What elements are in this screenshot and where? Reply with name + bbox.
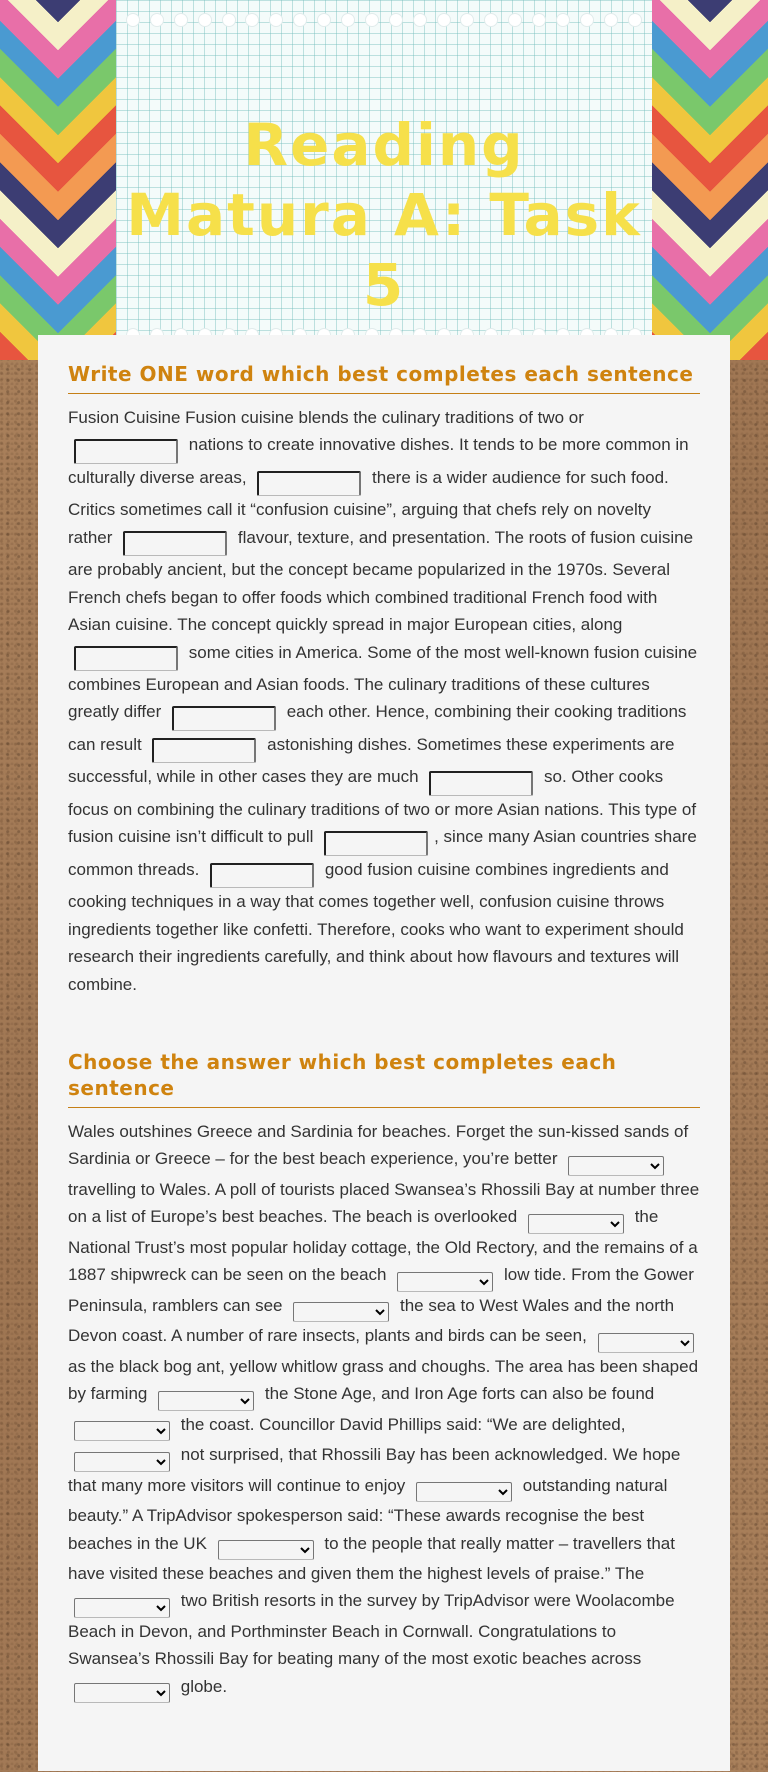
passage-fragment: Fusion Cuisine Fusion cuisine blends the culinary traditions of two or [68, 408, 584, 427]
blank-select-5[interactable] [598, 1333, 694, 1353]
blank-select-9[interactable] [416, 1482, 512, 1502]
section-wales-beaches [68, 1049, 700, 1703]
blank-input-3[interactable] [123, 531, 227, 556]
passage-fragment: the coast. Councillor David Phillips said: “We are delighted, [180, 1414, 626, 1434]
section-fusion-cuisine [68, 361, 700, 998]
passage-fragment: good fusion cuisine combines ingredients and cooking techniques in a way that comes together well, confusion cuisine throws ingredients together like confetti. Therefore, cooks who want to experiment should research their ingredients carefully, and think about how flavours and textures will combine. [68, 859, 684, 994]
blank-select-11[interactable] [74, 1598, 170, 1618]
chevron-pattern-left [0, 0, 116, 360]
blank-select-12[interactable] [74, 1683, 170, 1703]
blank-input-6[interactable] [152, 738, 256, 763]
passage-fragment: globe. [180, 1676, 228, 1696]
worksheet-card [38, 335, 730, 1771]
page-title: Reading Matura A: Task 5 [126, 111, 642, 319]
blank-select-3[interactable] [397, 1272, 493, 1292]
blank-select-4[interactable] [293, 1302, 389, 1322]
chevron-pattern-right [652, 0, 768, 360]
blank-select-2[interactable] [528, 1214, 624, 1234]
blank-input-5[interactable] [172, 706, 276, 731]
passage-fragment: not surprised, that Rhossili Bay has been acknowledged. We hope that many more visitors will continue to enjoy [68, 1445, 681, 1495]
passage-fragment: to the people that really matter – travellers that have visited these beaches and given them the highest levels of praise.” The [68, 1533, 675, 1584]
passage-fragment: astonishing dishes. Sometimes these experiments are successful, while in other cases they are much [68, 734, 675, 787]
passage-fragment: , since many Asian countries share common threads. [68, 827, 697, 879]
blank-input-9[interactable] [210, 863, 314, 888]
section-heading: Choose the answer which best completes each sentence [68, 1049, 700, 1108]
blank-select-6[interactable] [158, 1391, 254, 1411]
blank-select-10[interactable] [218, 1540, 314, 1560]
passage-fragment: the National Trust’s most popular holiday cottage, the Old Rectory, and the remains of a 1887 shipwreck can be seen on the beach [68, 1207, 698, 1285]
passage-fragment: flavour, texture, and presentation. The roots of fusion cuisine are probably ancient, but the concept became popularized in the 1970s. Several French chefs began to offer foods which combined traditional French food with Asian cuisine. The concept quickly spread in major European cities, along [68, 527, 694, 635]
passage-fragment: some cities in America. Some of the most well-known fusion cuisine combines European and Asian foods. The culinary traditions of these cultures greatly differ [68, 642, 698, 722]
passage-fragment: the sea to West Wales and the north Devon coast. A number of rare insects, plants and birds can be seen, [68, 1295, 675, 1346]
passage-fragment: each other. Hence, combining their cooking traditions can result [68, 702, 687, 754]
passage-text [68, 1118, 700, 1703]
blank-select-7[interactable] [74, 1421, 170, 1441]
passage-fragment: low tide. From the Gower Peninsula, ramblers can see [68, 1265, 694, 1315]
blank-input-4[interactable] [74, 646, 178, 671]
passage-fragment: two British resorts in the survey by TripAdvisor were Woolacombe Beach in Devon, and Porthminster Beach in Cornwall. Congratulations to Swansea’s Rhossili Bay for beating many of the most exotic beaches across [68, 1591, 675, 1669]
blank-input-7[interactable] [429, 771, 533, 796]
passage-fragment: as the black bog ant, yellow whitlow grass and choughs. The area has been shaped by farming [68, 1356, 699, 1404]
header-banner [0, 0, 768, 360]
passage-fragment: Wales outshines Greece and Sardinia for beaches. Forget the sun-kissed sands of Sardinia or Greece – for the best beach experience, you’re better [68, 1122, 689, 1169]
section-heading: Write ONE word which best completes each sentence [68, 361, 700, 394]
blank-input-8[interactable] [324, 831, 428, 856]
blank-select-1[interactable] [568, 1156, 664, 1176]
passage-fragment: outstanding natural beauty.” A TripAdvisor spokesperson said: “These awards recognise the best beaches in the UK [68, 1475, 668, 1553]
passage-fragment: nations to create innovative dishes. It tends to be more common in culturally diverse areas, [68, 435, 689, 487]
passage-fragment: so. Other cooks focus on combining the culinary traditions of two or more Asian nations. This type of fusion cuisine isn’t difficult to pull [68, 767, 697, 847]
blank-input-1[interactable] [74, 439, 178, 464]
passage-fragment: the Stone Age, and Iron Age forts can also be found [264, 1384, 655, 1404]
blank-input-2[interactable] [257, 471, 361, 496]
passage-text [68, 404, 700, 998]
passage-fragment: travelling to Wales. A poll of tourists placed Swansea’s Rhossili Bay at number three on a list of Europe’s best beaches. The beach is overlooked [68, 1179, 700, 1227]
passage-fragment: there is a wider audience for such food. Critics sometimes call it “confusion cuisine”, arguing that chefs rely on novelty rather [68, 467, 669, 547]
blank-select-8[interactable] [74, 1452, 170, 1472]
notebook-holes-top [126, 13, 642, 27]
